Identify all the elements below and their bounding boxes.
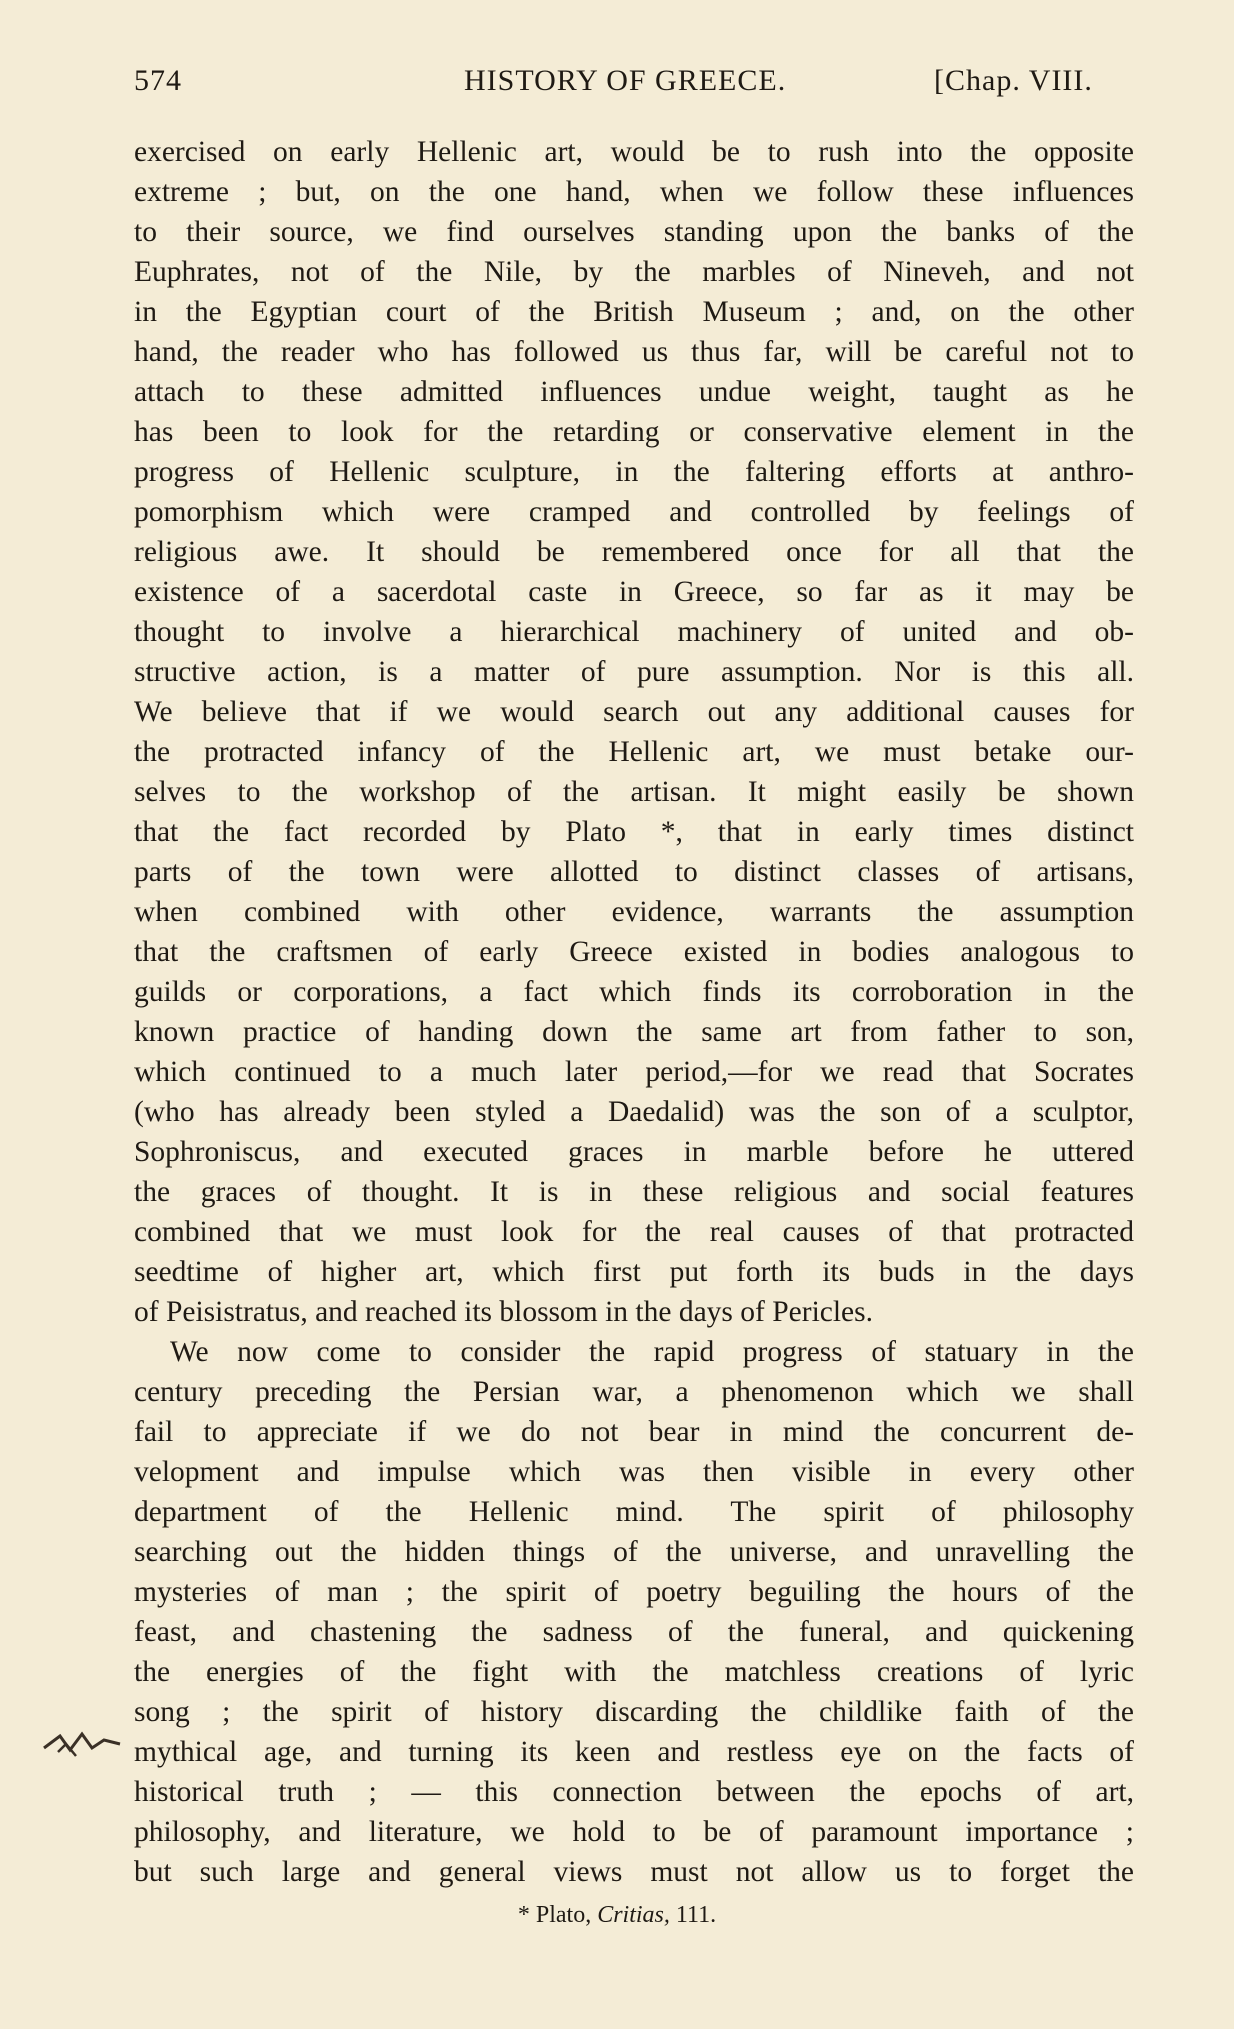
text-line: (who has already been styled a Daedalid) was the son of a sculptor, xyxy=(134,1096,1134,1128)
text-line: thought to involve a hierarchical machinery of united and ob- xyxy=(134,616,1134,648)
text-line: the graces of thought. It is in these religious and social features xyxy=(134,1176,1134,1208)
text-line: Sophroniscus, and executed graces in marble before he uttered xyxy=(134,1136,1134,1168)
text-line: existence of a sacerdotal caste in Greece, so far as it may be xyxy=(134,576,1134,608)
text-line: when combined with other evidence, warrants the assumption xyxy=(134,896,1134,928)
text-line: has been to look for the retarding or conservative element in the xyxy=(134,416,1134,448)
text-line: seedtime of higher art, which first put forth its buds in the days xyxy=(134,1256,1134,1288)
text-line: attach to these admitted influences undue weight, taught as he xyxy=(134,376,1134,408)
paragraph xyxy=(134,1332,1134,1892)
text-line: velopment and impulse which was then visible in every other xyxy=(134,1456,1134,1488)
running-title: HISTORY OF GREECE. xyxy=(464,64,787,97)
text-line: the protracted infancy of the Hellenic art, we must betake our- xyxy=(134,736,1134,768)
text-line: in the Egyptian court of the British Museum ; and, on the other xyxy=(134,296,1134,328)
paragraph xyxy=(134,132,1134,1332)
text-line: mysteries of man ; the spirit of poetry beguiling the hours of the xyxy=(134,1576,1134,1608)
margin-ink-mark xyxy=(40,1726,126,1760)
text-line: which continued to a much later period,—for we read that Socrates xyxy=(134,1056,1134,1088)
footnote-author: Plato, xyxy=(535,1902,592,1928)
text-line: fail to appreciate if we do not bear in mind the concurrent de- xyxy=(134,1416,1134,1448)
text-line: Euphrates, not of the Nile, by the marbles of Nineveh, and not xyxy=(134,256,1134,288)
text-line: that the fact recorded by Plato *, that in early times distinct xyxy=(134,816,1134,848)
text-line: song ; the spirit of history discarding the childlike faith of the xyxy=(134,1696,1134,1728)
footnote-section: 111. xyxy=(675,1902,717,1928)
text-line: of Peisistratus, and reached its blossom in the days of Pericles. xyxy=(134,1296,873,1328)
text-line: searching out the hidden things of the universe, and unravelling the xyxy=(134,1536,1134,1568)
text-line: to their source, we find ourselves standing upon the banks of the xyxy=(134,216,1134,248)
text-line: parts of the town were allotted to distinct classes of artisans, xyxy=(134,856,1134,888)
text-line: the energies of the fight with the matchless creations of lyric xyxy=(134,1656,1134,1688)
text-line: progress of Hellenic sculpture, in the faltering efforts at anthro- xyxy=(134,456,1134,488)
text-line: religious awe. It should be remembered once for all that the xyxy=(134,536,1134,568)
text-line: that the craftsmen of early Greece existed in bodies analogous to xyxy=(134,936,1134,968)
text-line: We now come to consider the rapid progress of statuary in the xyxy=(170,1336,1134,1368)
text-line: exercised on early Hellenic art, would be to rush into the opposite xyxy=(134,136,1134,168)
page-number: 574 xyxy=(134,64,182,97)
footnote-work: Critias, xyxy=(597,1902,670,1928)
text-line: extreme ; but, on the one hand, when we follow these influences xyxy=(134,176,1134,208)
text-line: century preceding the Persian war, a phenomenon which we shall xyxy=(134,1376,1134,1408)
text-line: guilds or corporations, a fact which finds its corroboration in the xyxy=(134,976,1134,1008)
text-line: combined that we must look for the real causes of that protracted xyxy=(134,1216,1134,1248)
running-header xyxy=(134,64,1134,106)
body-text xyxy=(134,132,1134,1892)
chapter-label: [Chap. VIII. xyxy=(934,64,1093,97)
text-line: historical truth ; — this connection between the epochs of art, xyxy=(134,1776,1134,1808)
text-line: selves to the workshop of the artisan. It might easily be shown xyxy=(134,776,1134,808)
text-line: mythical age, and turning its keen and restless eye on the facts of xyxy=(134,1736,1134,1768)
text-line: philosophy, and literature, we hold to be of paramount importance ; xyxy=(134,1816,1134,1848)
text-line: structive action, is a matter of pure assumption. Nor is this all. xyxy=(134,656,1134,688)
text-line: known practice of handing down the same art from father to son, xyxy=(134,1016,1134,1048)
text-line: but such large and general views must not allow us to forget the xyxy=(134,1856,1134,1888)
text-line: pomorphism which were cramped and controlled by feelings of xyxy=(134,496,1134,528)
text-line: hand, the reader who has followed us thus far, will be careful not to xyxy=(134,336,1134,368)
text-line: feast, and chastening the sadness of the funeral, and quickening xyxy=(134,1616,1134,1648)
footnote-marker: * xyxy=(517,1902,530,1928)
text-line: We believe that if we would search out any additional causes for xyxy=(134,696,1134,728)
footnote xyxy=(0,1902,1234,1929)
text-line: department of the Hellenic mind. The spirit of philosophy xyxy=(134,1496,1134,1528)
